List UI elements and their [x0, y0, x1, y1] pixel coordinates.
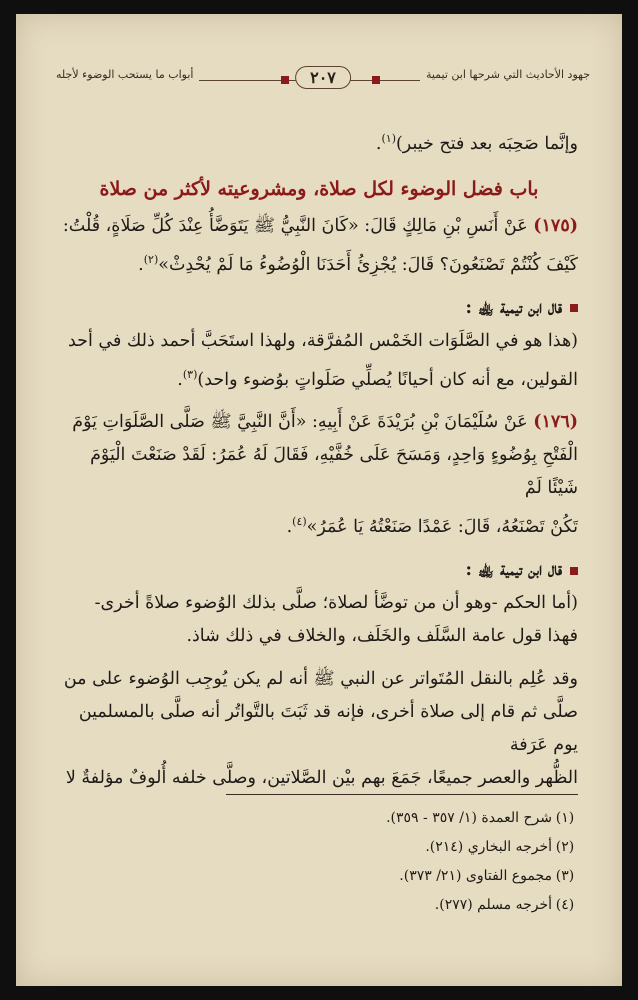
footnote-ref: (٢)	[143, 252, 159, 266]
hadith-176-line: تَكُنْ تَصْنَعُهُ، قَالَ: عَمْدًا صَنَعْتُهُ يَا عُمَرُ»$^{(٤)}$.	[286, 515, 578, 538]
text-line: وإنَّما صَحِبَه بعد فتح خيبر)$^{(١)}$.	[375, 132, 578, 154]
page-number: ٢٠٧	[295, 66, 351, 89]
footnote: (٢)أخرجه البخاري (٢١٤).	[425, 839, 575, 855]
hadith-number: (١٧٥)	[533, 215, 578, 236]
commentary-label: قال ابن تيمية ﵀ :	[60, 554, 578, 587]
commentary-line: (أما الحكم -وهو أن من توضَّأ لصلاة؛ صلَّى بذلك الوُضوء صلاةً أخرى-	[94, 593, 578, 614]
bullet-square-icon	[570, 304, 578, 312]
commentary-line: (هذا هو في الصَّلَوَات الخَمْس المُفرَّقة، ولهذا استَحَبَّ أحمد ذلك في أحد	[67, 330, 578, 351]
footnote-ref: (١)	[381, 132, 396, 145]
footnote-separator	[226, 794, 578, 795]
commentary-line: فهذا قول عامة السَّلَف والخَلَف، والخلاف في ذلك شاذ.	[186, 626, 578, 647]
commentary-line: القولين، مع أنه كان أحيانًا يُصلِّي صَلَواتٍ بوُضوء واحد)$^{(٣)}$.	[177, 367, 578, 390]
hadith-175-line: (١٧٥) عَنْ أَنَسِ بْنِ مَالِكٍ قَالَ: «كَانَ النَّبِيُّ ﷺ يَتَوَضَّأُ عِنْدَ كُلِّ صَلَاةٍ، قُلْتُ:	[62, 215, 578, 236]
footnote: (٤)أخرجه مسلم (٢٧٧).	[434, 897, 575, 913]
hadith-175-line: كَيْفَ كُنْتُمْ تَصْنَعُونَ؟ قَالَ: يُجْزِئُ أَحَدَنَا الْوُضُوءُ مَا لَمْ يُحْدِثْ»$^{(٢)}$.	[138, 252, 578, 275]
commentary-label: قال ابن تيمية ﵀ :	[60, 292, 578, 325]
hadith-176-line: الْفَتْحِ بِوُضُوءٍ وَاحِدٍ، وَمَسَحَ عَلَى خُفَّيْهِ، فَقَالَ لَهُ عُمَرُ: لَقَدْ صَنَعْتَ الْيَوْمَ شَيْئًا لَمْ	[90, 445, 578, 499]
hadith-176-line: (١٧٦) عَنْ سُلَيْمَانَ بْنِ بُرَيْدَةَ عَنْ أَبِيهِ: «أَنَّ النَّبِيَّ ﷺ صَلَّى الصَّلَوَاتِ يَوْمَ	[72, 412, 578, 433]
paragraph-line: الظُّهر والعصر جميعًا، جَمَعَ بهم بيْن الصَّلاتين، وصلَّى خلفه أُلوفٌ مؤلفةٌ لا	[65, 768, 578, 789]
paragraph-line: وقد عُلِم بالنقل المُتَواتر عن النبي ﷺ أنه لم يكن يُوجِب الوُضوء على من	[63, 669, 578, 690]
footnote: (١)شرح العمدة (١/ ٣٥٧ - ٣٥٩).	[386, 810, 575, 826]
book-page	[16, 14, 622, 986]
header-chapter-title: أبواب ما يستحب الوضوء لأجله	[56, 68, 199, 81]
page-body	[60, 122, 578, 795]
bullet-square-icon	[570, 567, 578, 575]
hadith-number: (١٧٦)	[533, 412, 578, 433]
section-title: باب فضل الوضوء لكل صلاة، ومشروعيته لأكثر من صلاة	[99, 177, 539, 200]
header-ornament-left	[281, 76, 289, 84]
header-ornament-right	[372, 76, 380, 84]
footnote-ref: (٤)	[292, 515, 307, 529]
header-book-title: جهود الأحاديث التي شرحها ابن تيمية	[420, 68, 590, 81]
footnote: (٣)مجموع الفتاوى (٢١/ ٣٧٣).	[399, 868, 575, 884]
footnotes	[60, 804, 578, 920]
footnote-ref: (٣)	[182, 367, 198, 381]
paragraph-line: صلَّى ثم قام إلى صلاة أخرى، فإنه قد ثَبَتَ بالتَّواتُر أنه صلَّى بالمسلمين يوم عَرَفة	[78, 702, 578, 756]
running-header	[56, 64, 590, 98]
